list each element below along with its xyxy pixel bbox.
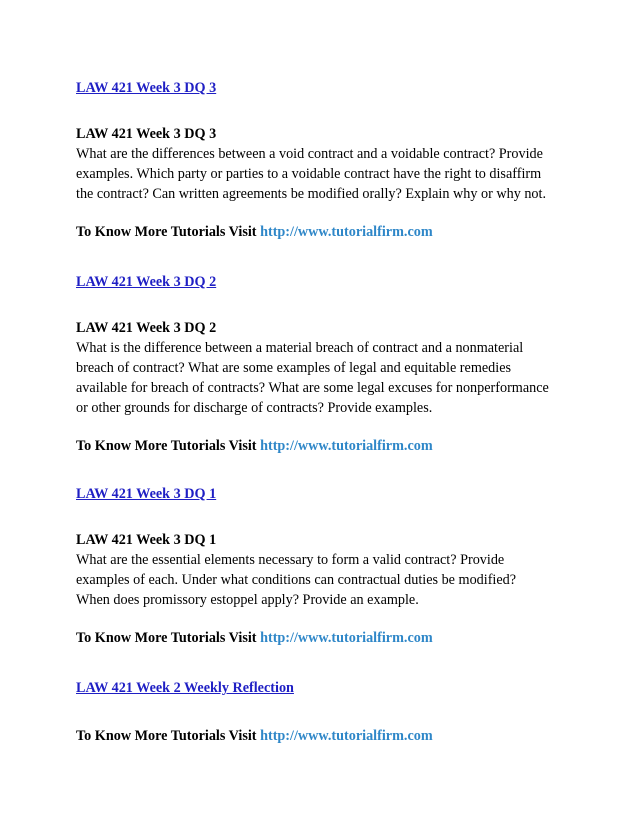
question-block-dq2 — [76, 318, 576, 418]
cta-text: To Know More Tutorials Visit — [76, 728, 257, 744]
heading-link-dq3[interactable]: LAW 421 Week 3 DQ 3 — [76, 80, 217, 96]
question-line: the contract? Can written agreements be modified orally? Explain why or why not. — [76, 186, 547, 202]
question-line: What is the difference between a material breach of contract and a nonmaterial — [76, 340, 524, 356]
cta-url-link[interactable]: http://www.tutorialfirm.com — [260, 630, 433, 646]
question-line: examples. Which party or parties to a voidable contract have the right to disaffirm — [76, 166, 542, 182]
question-title: LAW 421 Week 3 DQ 2 — [76, 320, 217, 336]
cta-url-link[interactable]: http://www.tutorialfirm.com — [260, 438, 433, 454]
heading-link-dq1[interactable]: LAW 421 Week 3 DQ 1 — [76, 486, 217, 502]
question-line: breach of contract? What are some examples of legal and equitable remedies — [76, 360, 512, 376]
tutorials-cta — [76, 222, 576, 242]
question-line: When does promissory estoppel apply? Provide an example. — [76, 592, 419, 608]
tutorials-cta — [76, 726, 576, 746]
cta-text: To Know More Tutorials Visit — [76, 224, 257, 240]
question-line: What are the differences between a void contract and a voidable contract? Provide — [76, 146, 543, 162]
cta-text: To Know More Tutorials Visit — [76, 438, 257, 454]
heading-link-dq2[interactable]: LAW 421 Week 3 DQ 2 — [76, 274, 217, 290]
question-block-dq1 — [76, 530, 576, 610]
cta-text: To Know More Tutorials Visit — [76, 630, 257, 646]
tutorials-cta — [76, 628, 576, 648]
question-line: What are the essential elements necessary to form a valid contract? Provide — [76, 552, 505, 568]
question-line: or other grounds for discharge of contracts? Provide examples. — [76, 400, 433, 416]
cta-url-link[interactable]: http://www.tutorialfirm.com — [260, 728, 433, 744]
question-block-dq3 — [76, 124, 576, 204]
cta-url-link[interactable]: http://www.tutorialfirm.com — [260, 224, 433, 240]
question-line: examples of each. Under what conditions can contractual duties be modified? — [76, 572, 517, 588]
question-line: available for breach of contracts? What are some legal excuses for nonperformance — [76, 380, 549, 396]
question-title: LAW 421 Week 3 DQ 1 — [76, 532, 217, 548]
tutorials-cta — [76, 436, 576, 456]
heading-link-weekly-reflection[interactable]: LAW 421 Week 2 Weekly Reflection — [76, 680, 294, 696]
question-title: LAW 421 Week 3 DQ 3 — [76, 126, 217, 142]
